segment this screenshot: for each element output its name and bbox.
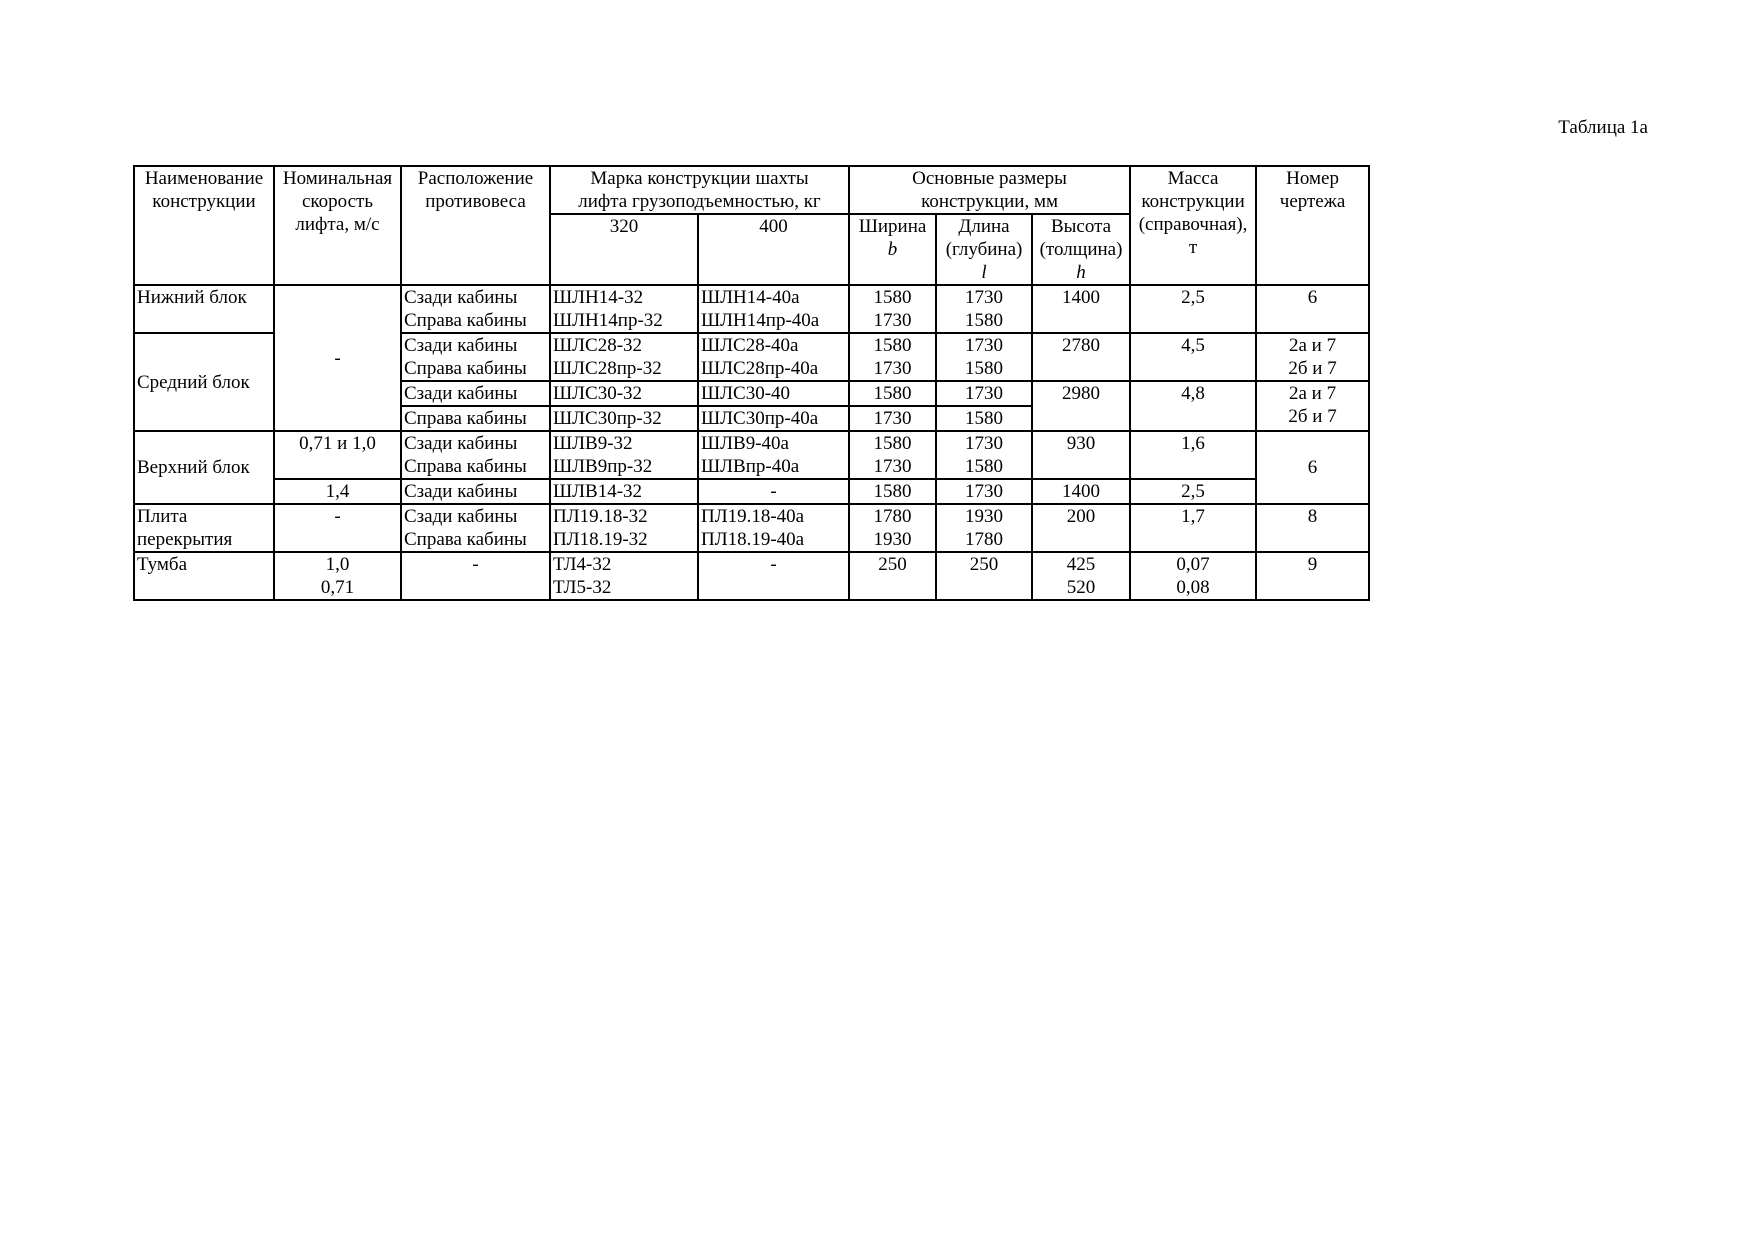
cell-mark-400: - — [698, 479, 849, 504]
cell-mass: 2,5 — [1130, 285, 1256, 333]
header-name: Наименование конструкции — [134, 166, 274, 285]
cell-mark-400: ПЛ19.18-40а ПЛ18.19-40а — [698, 504, 849, 552]
header-counterweight-location: Расположение противовеса — [401, 166, 550, 285]
header-speed: Номинальная скорость лифта, м/с — [274, 166, 401, 285]
cell-width: 250 — [849, 552, 936, 600]
table-row — [134, 552, 1369, 600]
cell-location: Сзади кабины Справа кабины — [401, 504, 550, 552]
cell-speed: - — [274, 504, 401, 552]
cell-location: Сзади кабины Справа кабины — [401, 285, 550, 333]
cell-mass: 2,5 — [1130, 479, 1256, 504]
cell-name: Тумба — [134, 552, 274, 600]
cell-mark-400: ШЛВ9-40а ШЛВпр-40а — [698, 431, 849, 479]
cell-drawing: 8 — [1256, 504, 1369, 552]
cell-drawing: 9 — [1256, 552, 1369, 600]
cell-name: Нижний блок — [134, 285, 274, 333]
cell-height: 2780 — [1032, 333, 1130, 381]
cell-drawing: 6 — [1256, 285, 1369, 333]
specification-table — [133, 165, 1370, 601]
cell-mark-400: ШЛН14-40а ШЛН14пр-40а — [698, 285, 849, 333]
cell-speed: 1,4 — [274, 479, 401, 504]
cell-location: Сзади кабины — [401, 381, 550, 406]
cell-mark-400: ШЛС28-40а ШЛС28пр-40а — [698, 333, 849, 381]
table-row — [134, 431, 1369, 479]
cell-name: Плита перекрытия — [134, 504, 274, 552]
cell-drawing: 6 — [1256, 431, 1369, 504]
cell-drawing: 2а и 7 2б и 7 — [1256, 381, 1369, 431]
cell-height: 425 520 — [1032, 552, 1130, 600]
cell-length: 1730 1580 — [936, 431, 1032, 479]
cell-mark-320: ШЛС30пр-32 — [550, 406, 698, 431]
cell-length: 1730 1580 — [936, 285, 1032, 333]
table-caption: Таблица 1а — [1558, 117, 1648, 138]
cell-speed: 1,0 0,71 — [274, 552, 401, 600]
cell-height: 930 — [1032, 431, 1130, 479]
cell-mark-320: ШЛС30-32 — [550, 381, 698, 406]
header-shaft-mark: Марка конструкции шахты лифта грузоподъемностью, кг — [550, 166, 849, 214]
cell-location: - — [401, 552, 550, 600]
cell-width: 1580 — [849, 381, 936, 406]
header-mass: Масса конструкции (справочная), т — [1130, 166, 1256, 285]
cell-mass: 4,8 — [1130, 381, 1256, 431]
header-width: Ширина b — [849, 214, 936, 285]
cell-mark-320: ШЛВ9-32 ШЛВ9пр-32 — [550, 431, 698, 479]
cell-height: 1400 — [1032, 285, 1130, 333]
cell-length: 1730 1580 — [936, 333, 1032, 381]
cell-mass: 1,7 — [1130, 504, 1256, 552]
cell-width: 1730 — [849, 406, 936, 431]
cell-width: 1580 — [849, 479, 936, 504]
cell-length: 1730 — [936, 479, 1032, 504]
cell-mark-400: ШЛС30пр-40а — [698, 406, 849, 431]
cell-mass: 0,07 0,08 — [1130, 552, 1256, 600]
cell-mark-400: - — [698, 552, 849, 600]
cell-speed: 0,71 и 1,0 — [274, 431, 401, 479]
cell-length: 1730 — [936, 381, 1032, 406]
cell-length: 250 — [936, 552, 1032, 600]
header-drawing-number: Номер чертежа — [1256, 166, 1369, 285]
cell-location: Справа кабины — [401, 406, 550, 431]
cell-length: 1930 1780 — [936, 504, 1032, 552]
cell-width: 1580 1730 — [849, 285, 936, 333]
cell-location: Сзади кабины Справа кабины — [401, 431, 550, 479]
cell-mark-320: ТЛ4-32 ТЛ5-32 — [550, 552, 698, 600]
cell-mark-320: ШЛВ14-32 — [550, 479, 698, 504]
cell-mass: 4,5 — [1130, 333, 1256, 381]
cell-mark-320: ПЛ19.18-32 ПЛ18.19-32 — [550, 504, 698, 552]
cell-mass: 1,6 — [1130, 431, 1256, 479]
table-row — [134, 479, 1369, 504]
cell-location: Сзади кабины Справа кабины — [401, 333, 550, 381]
header-length: Длина (глубина) l — [936, 214, 1032, 285]
cell-width: 1580 1730 — [849, 333, 936, 381]
header-row-1 — [134, 166, 1369, 214]
cell-drawing: 2а и 7 2б и 7 — [1256, 333, 1369, 381]
header-main-dimensions: Основные размеры конструкции, мм — [849, 166, 1130, 214]
cell-speed: - — [274, 285, 401, 431]
cell-location: Сзади кабины — [401, 479, 550, 504]
cell-length: 1580 — [936, 406, 1032, 431]
cell-mark-400: ШЛС30-40 — [698, 381, 849, 406]
cell-height: 2980 — [1032, 381, 1130, 431]
table-row — [134, 504, 1369, 552]
cell-width: 1780 1930 — [849, 504, 936, 552]
header-mark-400: 400 — [698, 214, 849, 285]
cell-height: 200 — [1032, 504, 1130, 552]
header-height: Высота (толщина) h — [1032, 214, 1130, 285]
cell-name: Средний блок — [134, 333, 274, 431]
cell-mark-320: ШЛС28-32 ШЛС28пр-32 — [550, 333, 698, 381]
cell-mark-320: ШЛН14-32 ШЛН14пр-32 — [550, 285, 698, 333]
cell-height: 1400 — [1032, 479, 1130, 504]
table-row — [134, 285, 1369, 333]
cell-name: Верхний блок — [134, 431, 274, 504]
header-mark-320: 320 — [550, 214, 698, 285]
cell-width: 1580 1730 — [849, 431, 936, 479]
